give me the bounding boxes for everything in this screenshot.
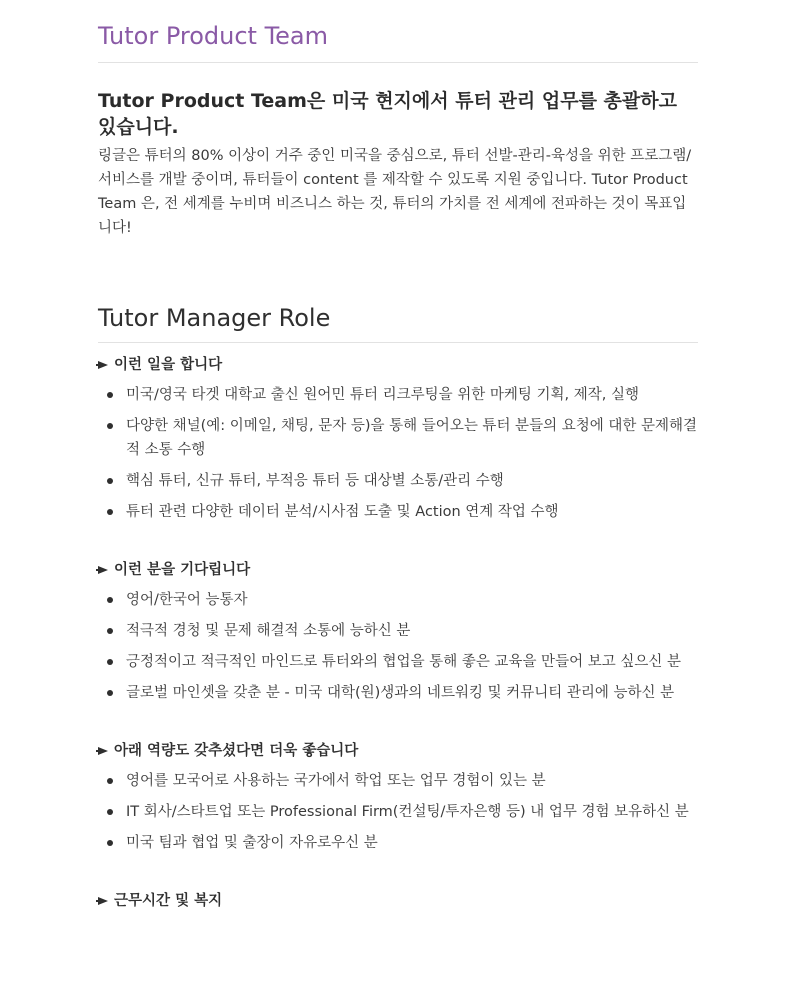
bullet-list [98, 769, 698, 855]
list-item-text: 글로벌 마인셋을 갖춘 분 - 미국 대학(원)생과의 네트워킹 및 커뮤니티 관리에 능하신 분 [126, 685, 675, 701]
list-item [98, 769, 698, 793]
bullet-icon [107, 840, 113, 846]
section-heading-label: 이런 분을 기다립니다 [114, 562, 251, 578]
list-item [98, 588, 698, 612]
list-item-text: 영어/한국어 능통자 [126, 592, 248, 608]
role-section [98, 741, 698, 855]
bullet-list [98, 383, 698, 524]
list-item-text: 핵심 튜터, 신규 튜터, 부적응 튜터 등 대상별 소통/관리 수행 [126, 473, 504, 489]
bullet-icon [107, 809, 113, 815]
role-title: Tutor Manager Role [98, 302, 698, 343]
section-heading-label: 아래 역량도 갖추셨다면 더욱 좋습니다 [114, 743, 359, 759]
section-heading [98, 891, 698, 911]
job-posting-page [98, 0, 698, 911]
list-item [98, 681, 698, 705]
list-item [98, 619, 698, 643]
list-item-text: 미국 팀과 협업 및 출장이 자유로우신 분 [126, 835, 378, 851]
list-item [98, 469, 698, 493]
list-item [98, 831, 698, 855]
role-section [98, 355, 698, 524]
role-sections [98, 355, 698, 911]
intro-body: 링글은 튜터의 80% 이상이 거주 중인 미국을 중심으로, 튜터 선발-관리-육성을 위한 프로그램/서비스를 개발 중이며, 튜터들이 content 를 제작할 수 있도록 지원 중입니다. Tutor Product Team 은, 전 세계를 누비며 비즈니스 하는 것, 튜터의 가치를 전 세계에 전파하는 것이 목표입니다! [98, 148, 692, 236]
bullet-icon [107, 690, 113, 696]
section-heading-label: 이런 일을 합니다 [114, 357, 223, 373]
list-item-text: 미국/영국 타겟 대학교 출신 원어민 튜터 리크루팅을 위한 마케팅 기획, 제작, 실행 [126, 387, 640, 403]
section-heading [98, 560, 698, 580]
list-item [98, 650, 698, 674]
section-heading [98, 741, 698, 761]
arrow-right-icon [98, 897, 108, 905]
arrow-right-icon [98, 747, 108, 755]
intro-heading: Tutor Product Team은 미국 현지에서 튜터 관리 업무를 총괄하고 있습니다. [98, 90, 677, 138]
bullet-icon [107, 478, 113, 484]
list-item [98, 500, 698, 524]
bullet-icon [107, 392, 113, 398]
team-title: Tutor Product Team [98, 20, 698, 63]
bullet-icon [107, 509, 113, 515]
list-item-text: 긍정적이고 적극적인 마인드로 튜터와의 협업을 통해 좋은 교육을 만들어 보고 싶으신 분 [126, 654, 681, 670]
bullet-icon [107, 423, 113, 429]
section-heading-label: 근무시간 및 복지 [114, 893, 223, 909]
bullet-icon [107, 778, 113, 784]
list-item-text: 튜터 관련 다양한 데이터 분석/시사점 도출 및 Action 연계 작업 수행 [126, 504, 559, 520]
list-item-text: 영어를 모국어로 사용하는 국가에서 학업 또는 업무 경험이 있는 분 [126, 773, 546, 789]
role-section [98, 560, 698, 705]
bullet-list [98, 588, 698, 705]
list-item-text: 적극적 경청 및 문제 해결적 소통에 능하신 분 [126, 623, 411, 639]
list-item [98, 800, 698, 824]
section-heading [98, 355, 698, 375]
list-item [98, 383, 698, 407]
list-item-text: 다양한 채널(예: 이메일, 채팅, 문자 등)을 통해 들어오는 튜터 분들의 요청에 대한 문제해결적 소통 수행 [126, 418, 697, 458]
bullet-icon [107, 659, 113, 665]
bullet-icon [107, 597, 113, 603]
list-item-text: IT 회사/스타트업 또는 Professional Firm(컨설팅/투자은행 등) 내 업무 경험 보유하신 분 [126, 804, 689, 820]
arrow-right-icon [98, 566, 108, 574]
list-item [98, 414, 698, 462]
role-section [98, 891, 698, 911]
arrow-right-icon [98, 361, 108, 369]
bullet-icon [107, 628, 113, 634]
